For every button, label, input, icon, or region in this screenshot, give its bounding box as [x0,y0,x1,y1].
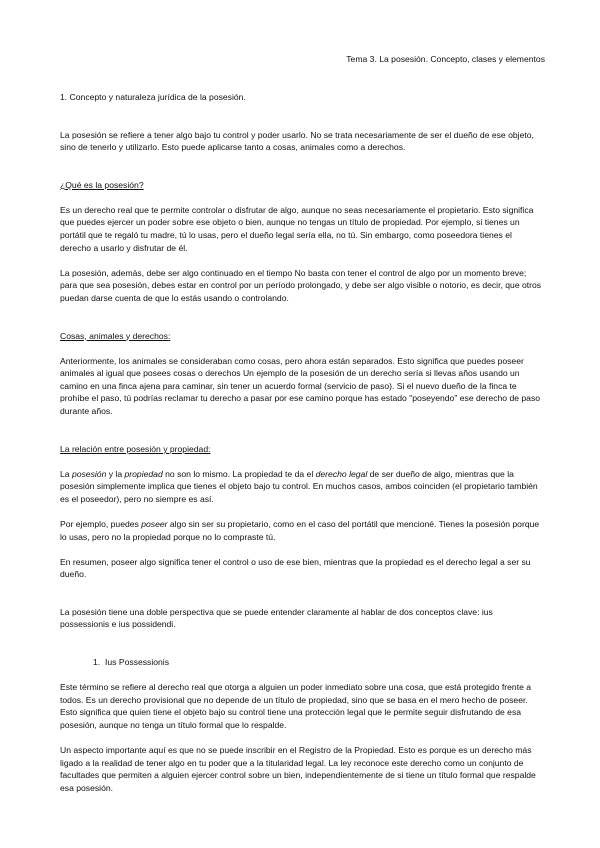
paragraph-relacion-1 [60,468,542,506]
subheading-relacion: La relación entre posesión y propiedad: [60,443,211,454]
document-header: Tema 3. La posesión. Concepto, clases y elementos [346,54,545,64]
subheading-que-es: ¿Qué es la posesión? [60,179,144,190]
section-heading: 1. Concepto y naturaleza jurídica de la posesión. [60,92,246,102]
italic-term: posesión [71,468,107,479]
subheading-cosas: Cosas, animales y derechos: [60,330,171,341]
numbered-heading-ius-possessionis [93,656,542,669]
text-run: La [60,468,72,479]
paragraph-que-es-1: Es un derecho real que te permite controlar o disfrutar de algo, aunque no seas necesariamente el propietario. Esto significa que puedes ejercer un poder sobre ese objeto o bien, aunque no tengas un título de propiedad. Por ejemplo, si tienes un portátil que te regaló tu madre, tú lo usas, pero el dueño legal sería ella, no tú. Sin embargo, como poseedora tienes el derecho a usarlo y disfrutar de él. [60,204,534,253]
list-title: Ius Possessionis [105,657,170,668]
paragraph-relacion-2 [60,518,542,543]
text-run: Por ejemplo, puedes [60,518,142,529]
text-run: algo sin ser su propietario, como en el caso del portátil que mencioné. Tienes la posesión porque lo usas, pero no la propiedad porque no lo compraste tú. [60,518,540,542]
italic-term: poseer [141,518,168,529]
intro-paragraph: La posesión se refiere a tener algo bajo tu control y poder usarlo. No se trata necesariamente de ser el dueño de ese objeto, sino de tenerlo y utilizarlo. Esto puede aplicarse tanto a cosas, animales como a derechos. [60,129,534,153]
text-run: no son lo mismo. La propiedad te da el [162,468,316,479]
paragraph-ius-1: Este término se refiere al derecho real que otorga a alguien un poder inmediato sobre una cosa, que está protegido frente a todos. Es un derecho provisional que no depende de un título de propiedad, sino que se basa en el mero hecho de poseer. Esto significa que quien tiene el objeto bajo su control tiene una protección legal que le permite seguir disfrutando de esa posesión, aunque no tenga un título formal que lo respalde. [60,682,532,730]
list-number: 1. [93,657,101,668]
text-run: de ser dueño de algo, mientras que la posesión simplemente implica que tienes el objeto bajo tu control. En muchos casos, ambos coinciden (el propietario también es el poseedor), pero no siempre es así. [60,468,538,504]
text-run: y la [106,468,125,479]
paragraph-relacion-3: En resumen, poseer algo significa tener el control o uso de ese bien, mientras que la propiedad es el derecho legal a ser su dueño. [60,556,531,580]
paragraph-ius-2: Un aspecto importante aquí es que no se puede inscribir en el Registro de la Propiedad. Esto es porque es un derecho más ligado a la realidad de tener algo en tu poder que a la titularidad legal. La ley reconoce este derecho como un conjunto de facultades que permiten a alguien ejercer control sobre un bien, independientemente de si tiene un título formal que respalde esa posesión. [60,745,536,793]
paragraph-cosas: Anteriormente, los animales se consideraban como cosas, pero ahora están separados. Esto significa que puedes poseer animales al igual que posees cosas o derechos Un ejemplo de la posesión de un derecho sería si llevas años usando un camino en una finca ajena para caminar, sin tener un acuerdo formal (servicio de paso). Si el nuevo dueño de la finca te prohíbe el paso, tú podrías reclamar tu derecho a pasar por ese camino porque has estado "poseyendo" ese derecho de paso durante años. [60,355,541,416]
italic-term: propiedad [124,468,163,479]
italic-term: derecho legal [315,468,368,479]
document-body [60,91,542,807]
paragraph-perspectiva: La posesión tiene una doble perspectiva que se puede entender claramente al hablar de dos conceptos clave: ius possessionis e ius possidendi. [60,606,493,630]
paragraph-que-es-2: La posesión, además, debe ser algo continuado en el tiempo No basta con tener el control de algo por un momento breve; para que sea posesión, debes estar en control por un período prolongado, y debe ser algo visible o notorio, es decir, que otros puedan darse cuenta de que lo estás usando o controlando. [60,267,542,303]
